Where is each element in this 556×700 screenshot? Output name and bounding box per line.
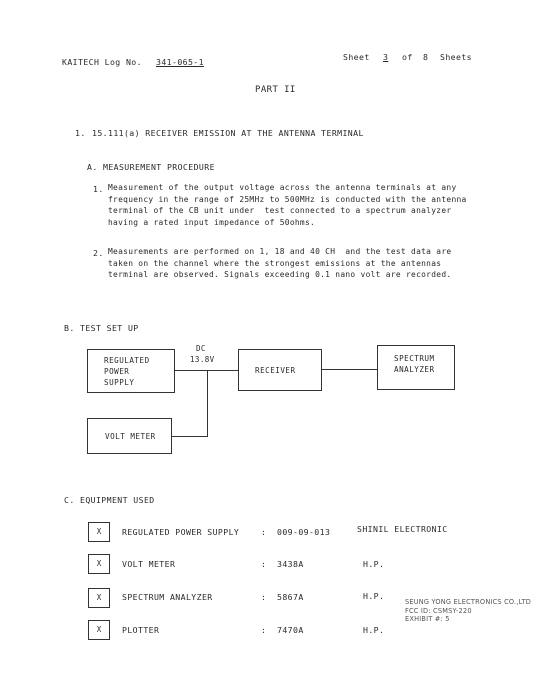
power-supply-line-3: SUPPLY [104, 378, 135, 387]
check-mark: X [88, 588, 110, 608]
sheets-label: Sheets [440, 52, 472, 62]
sheet-label: Sheet [343, 52, 370, 62]
item-1-line-1: Measurement of the output voltage across the antenna terminals at any [108, 183, 457, 192]
wire-receiver-to-analyzer [322, 369, 377, 370]
item-2-line-1: Measurements are performed on 1, 18 and 40 CH and the test data are [108, 247, 452, 256]
item-1-number: 1. [93, 184, 104, 194]
equipment-heading: C. EQUIPMENT USED [64, 495, 155, 505]
stamp-exhibit: EXHIBIT #: 5 [405, 615, 450, 623]
equipment-name: PLOTTER [122, 625, 160, 635]
equipment-sep: : [261, 559, 267, 569]
item-1-text [108, 182, 467, 228]
power-supply-line-1: REGULATED [104, 356, 150, 365]
sheet-total: 8 [423, 52, 429, 62]
item-2-line-2: taken on the channel where the strongest emissions at the antennas [108, 258, 442, 268]
wire-to-volt-meter-horizontal [172, 436, 208, 437]
sheet-number: 3 [383, 52, 389, 62]
check-mark: X [88, 522, 110, 542]
equipment-maker: H.P. [363, 625, 385, 635]
log-label: KAITECH Log No. [62, 57, 142, 67]
item-1-line-2: frequency in the range of 25MHz to 500MHz is conducted with the antenna [108, 194, 467, 204]
dc-voltage: 13.8V [190, 355, 215, 364]
stamp-company: SEUNG YONG ELECTRONICS CO.,LTD [405, 598, 532, 606]
item-1-line-4: having a rated input impedance of 50ohms. [108, 217, 316, 227]
dc-label: DC [196, 344, 206, 353]
equipment-model: 7470A [277, 625, 304, 635]
power-supply-line-2: POWER [104, 367, 130, 376]
equipment-name: SPECTRUM ANALYZER [122, 592, 213, 602]
stamp-fcc-id: FCC ID: CSMSY-220 [405, 606, 472, 615]
equipment-model: 009-09-013 [277, 527, 331, 537]
item-1-line-3: terminal of the CB unit under test connected to a spectrum analyzer [108, 206, 452, 215]
equipment-maker: H.P. [363, 559, 385, 569]
check-mark: X [88, 554, 110, 574]
part-title: PART II [255, 85, 296, 95]
volt-meter-box [87, 418, 172, 454]
analyzer-box [377, 345, 455, 390]
equipment-maker: SHINIL ELECTRONIC [357, 524, 448, 534]
equipment-sep: : [261, 592, 267, 602]
equipment-sep: : [261, 625, 267, 635]
analyzer-line-1: SPECTRUM [394, 354, 435, 363]
measurement-heading: A. MEASUREMENT PROCEDURE [87, 162, 215, 172]
section-title: 15.111(a) RECEIVER EMISSION AT THE ANTENNA TERMINAL [92, 128, 364, 138]
exhibit-stamp [405, 598, 531, 624]
receiver-label: RECEIVER [255, 366, 296, 375]
item-2-line-3: terminal are observed. Signals exceeding 0.1 nano volt are recorded. [108, 270, 452, 279]
equipment-maker: H.P. [363, 591, 385, 601]
wire-to-volt-meter-vertical [207, 370, 208, 437]
power-supply-box [87, 349, 175, 393]
section-number: 1. [75, 128, 86, 138]
receiver-box [238, 349, 322, 391]
log-number: 341-065-1 [156, 57, 204, 67]
setup-heading: B. TEST SET UP [64, 323, 139, 333]
equipment-name: VOLT METER [122, 559, 176, 569]
equipment-name: REGULATED POWER SUPPLY [122, 527, 240, 537]
sheet-of: of [402, 52, 413, 62]
check-mark: X [88, 620, 110, 640]
volt-meter-label: VOLT METER [105, 432, 156, 441]
equipment-sep: : [261, 527, 267, 537]
item-2-text [108, 246, 451, 281]
item-2-number: 2. [93, 248, 104, 258]
equipment-model: 5867A [277, 592, 304, 602]
equipment-model: 3438A [277, 559, 304, 569]
analyzer-line-2: ANALYZER [394, 365, 435, 374]
